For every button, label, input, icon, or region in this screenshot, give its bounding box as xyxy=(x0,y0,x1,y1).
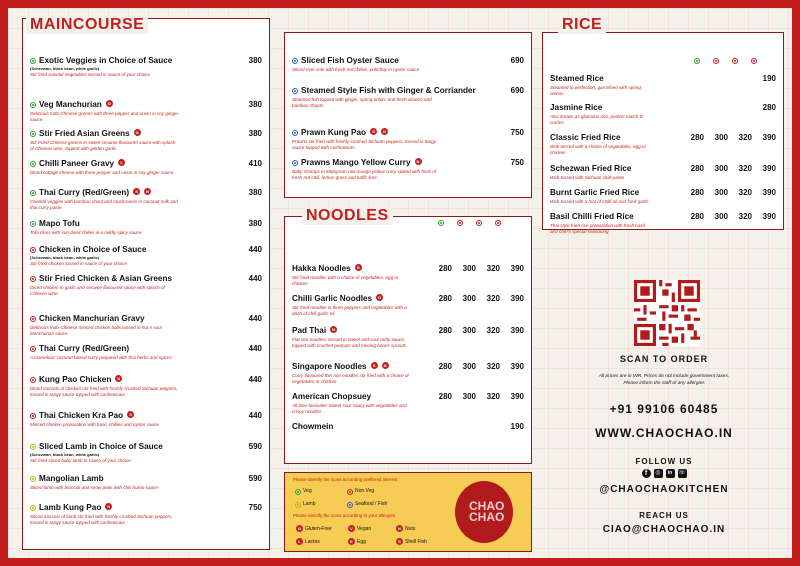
price-value: 300 xyxy=(714,212,728,221)
instagram-icon[interactable]: ◎ xyxy=(655,470,661,476)
menu-page xyxy=(8,8,792,558)
price-value: 320 xyxy=(486,264,500,273)
menu-item xyxy=(292,86,524,108)
linkedin-icon[interactable]: in xyxy=(666,469,675,478)
chicken-icon xyxy=(732,58,738,64)
menu-item xyxy=(30,56,262,78)
price-value: 390 xyxy=(510,294,524,303)
item-prices xyxy=(435,326,524,335)
price-value: 190 xyxy=(762,74,776,83)
item-prices xyxy=(687,164,776,173)
item-name: Lamb Kung Pao xyxy=(39,503,102,512)
item-name: Mangolian Lamb xyxy=(39,474,104,483)
item-name: Prawns Mango Yellow Curry xyxy=(301,158,411,167)
item-price: 440 xyxy=(248,375,262,384)
email-link[interactable]: CIAO@CHAOCHAO.IN xyxy=(602,524,726,535)
item-description: Wok tossed with a hint of chilli oil and fried garlic xyxy=(550,199,649,204)
item-name-row xyxy=(292,56,524,66)
item-name: Burnt Garlic Fried Rice xyxy=(550,188,640,197)
item-name-row xyxy=(30,375,262,385)
nonveg-icon xyxy=(30,247,36,253)
item-name-row xyxy=(30,219,262,229)
legend-interest-title: Please identify the icons according preffered interest xyxy=(293,477,398,482)
chicken-icon xyxy=(476,220,482,226)
egg-icon xyxy=(713,58,719,64)
item-description: Baby shrimps in Malaysian raw mango yellow curry spiked with hints of fresh red chili, lemon grass and kaffir lime xyxy=(292,169,437,180)
fish-icon xyxy=(292,88,298,94)
rice-title: RICE xyxy=(558,16,606,34)
item-price: 750 xyxy=(248,503,262,512)
item-description: Also known as glutinous rice, perfect match to curries xyxy=(550,114,644,125)
item-name-row xyxy=(292,86,524,96)
menu-item xyxy=(30,219,262,236)
item-prices xyxy=(507,422,524,431)
fish-icon xyxy=(347,502,353,508)
item-name: Chowmein xyxy=(292,422,334,431)
item-description: Steamed fish topped with ginger, spring onion, and fresh cilantro and bamboo shoots xyxy=(292,97,432,108)
item-name: Singapore Noodles xyxy=(292,362,367,371)
veg-icon xyxy=(30,58,36,64)
nonveg-icon xyxy=(30,413,36,419)
item-description: Stir Fried Chinese greens in sweet sesame flavoured sauce with splash of Chinese wine, topped with golden garlic xyxy=(30,140,176,151)
legend-egg: Egg xyxy=(357,538,366,545)
item-name-row xyxy=(30,314,262,324)
item-prices xyxy=(435,392,524,401)
price-value: 300 xyxy=(714,188,728,197)
maincourse-title: MAINCOURSE xyxy=(26,16,148,34)
item-price: 750 xyxy=(510,128,524,137)
item-name: American Chopsuey xyxy=(292,392,372,401)
legend-gluten: Gluten-Free xyxy=(305,525,332,532)
nuts-icon: N xyxy=(381,128,388,135)
item-name-row xyxy=(30,56,262,66)
item-price: 380 xyxy=(248,129,262,138)
price-value: 320 xyxy=(738,133,752,142)
menu-item xyxy=(30,442,262,464)
item-name: Thai Chicken Kra Pao xyxy=(39,411,124,420)
item-description: Thai style fried rice preparation with fresh basil and chef's special seasoning xyxy=(550,223,645,234)
qr-code-icon[interactable] xyxy=(634,280,700,346)
item-prices xyxy=(687,188,776,197)
item-name-row xyxy=(30,245,262,255)
item-price: 690 xyxy=(510,56,524,65)
price-value: 190 xyxy=(510,422,524,431)
legend-veg: Veg xyxy=(303,488,312,494)
lactos-icon: L xyxy=(118,159,125,166)
item-name: Basil Chilli Fried Rice xyxy=(550,212,634,221)
nuts-icon: N xyxy=(330,326,337,333)
item-options: (Schezwan, black bean, white garlic) xyxy=(30,255,100,260)
price-value: 300 xyxy=(462,392,476,401)
nonveg-icon xyxy=(30,316,36,322)
item-name: Schezwan Fried Rice xyxy=(550,164,632,173)
legend-box xyxy=(284,472,532,552)
price-value: 280 xyxy=(438,362,452,371)
fish-icon xyxy=(292,58,298,64)
shellfish-icon: S xyxy=(396,538,403,545)
item-name-row xyxy=(292,128,524,138)
price-column-icons xyxy=(694,58,757,64)
legend-nonveg: Non Veg xyxy=(355,488,375,494)
item-description: Diced morsels of chicken stir fried with freshly crushed Sichuan peppers, tossed in tangy sauce topped with cashewnuts xyxy=(30,386,178,397)
item-description: Sliced river sole with fresh red chilies, pokchoy in oyster sauce xyxy=(292,67,420,72)
item-name-row xyxy=(30,129,262,139)
lamb-icon xyxy=(30,444,36,450)
price-value: 280 xyxy=(690,212,704,221)
legend-allergy-title: Please identify the icons according to your allergies xyxy=(293,513,396,518)
item-prices xyxy=(759,74,776,83)
item-price: 380 xyxy=(248,219,262,228)
nuts-icon: N xyxy=(396,525,403,532)
menu-item xyxy=(30,245,262,267)
follow-us: FOLLOW US xyxy=(635,457,693,466)
item-name-row xyxy=(550,74,776,84)
item-price: 440 xyxy=(248,245,262,254)
whatsapp-icon[interactable]: ☏ xyxy=(678,470,686,476)
item-description: Sliced lamb with broccoli and snow peas with chili hoisin sauce xyxy=(30,485,158,490)
lamb-icon xyxy=(30,505,36,511)
item-description: Flat rice noodles, tossed in sweet and sour nutty sauce, topped with crushed peanuts and mooing beans sprouts xyxy=(292,337,407,348)
price-column-icons xyxy=(438,220,501,226)
scan-to-order: SCAN TO ORDER xyxy=(619,354,709,364)
price-value: 280 xyxy=(762,103,776,112)
price-value: 320 xyxy=(738,188,752,197)
menu-item xyxy=(30,274,262,296)
shellfish-icon: S xyxy=(370,128,377,135)
item-description: Steamed to perfection, garnished with spring onions xyxy=(550,85,641,96)
menu-item xyxy=(30,100,262,122)
nonveg-icon xyxy=(347,489,353,495)
item-price: 380 xyxy=(248,56,262,65)
price-value: 390 xyxy=(510,362,524,371)
item-name: Steamed Rice xyxy=(550,74,604,83)
item-name-row xyxy=(30,344,262,354)
item-prices xyxy=(759,103,776,112)
item-description: Delicious Indo-Chinese greens with three pepper and onion in soy ginger sauce xyxy=(30,111,179,122)
menu-item xyxy=(30,503,262,525)
menu-item xyxy=(30,129,262,151)
nuts-icon: N xyxy=(144,188,151,195)
social-handle[interactable]: @CHAOCHAOKITCHEN xyxy=(599,484,729,495)
lamb-icon xyxy=(295,502,301,508)
shellfish-icon: S xyxy=(133,188,140,195)
price-value: 320 xyxy=(486,326,500,335)
price-value: 280 xyxy=(690,164,704,173)
vegan-icon: V xyxy=(348,525,355,532)
menu-item xyxy=(292,392,524,414)
item-options: (Schezwan, black bean, white garlic) xyxy=(30,452,100,457)
fish-icon xyxy=(292,160,298,166)
item-price: 380 xyxy=(248,100,262,109)
price-value: 280 xyxy=(438,294,452,303)
nuts-icon: N xyxy=(382,362,389,369)
item-prices xyxy=(435,264,524,273)
price-value: 280 xyxy=(438,392,452,401)
legend-nuts: Nuts xyxy=(405,525,416,532)
item-name-row xyxy=(30,503,262,513)
facebook-icon[interactable]: f xyxy=(642,469,651,478)
price-value: 390 xyxy=(762,133,776,142)
nonveg-icon xyxy=(30,377,36,383)
price-value: 390 xyxy=(510,326,524,335)
price-value: 300 xyxy=(714,133,728,142)
item-options: (Schezwan, black bean, white garlic) xyxy=(30,66,100,71)
shellfish-icon: S xyxy=(371,362,378,369)
shellfish-icon: S xyxy=(127,411,134,418)
item-prices xyxy=(435,294,524,303)
price-value: 320 xyxy=(738,164,752,173)
legend-fish: Seafood / Fish xyxy=(355,501,388,507)
item-description: Wok tossed with a choice of vegetables, egg or chicken xyxy=(550,144,647,155)
item-name: Stir Fried Asian Greens xyxy=(39,129,130,138)
menu-item xyxy=(550,188,776,205)
fish-icon xyxy=(292,130,298,136)
veg-icon xyxy=(30,102,36,108)
gluten-free-icon: G xyxy=(356,265,360,270)
item-description: Delicious Indo-Chinese minced chicken balls tossed in hot n sour Manchurian sauce xyxy=(30,325,163,336)
price-value: 390 xyxy=(762,212,776,221)
item-name: Chicken in Choice of Sauce xyxy=(39,245,147,254)
prawn-icon xyxy=(751,58,757,64)
phone-number[interactable]: +91 99106 60485 xyxy=(609,402,719,416)
menu-item xyxy=(30,159,262,176)
veg-icon xyxy=(30,131,36,137)
veg-icon xyxy=(30,161,36,167)
item-price: 690 xyxy=(510,86,524,95)
item-description: Stir fried noodles with a choice of vegetables, egg or chicken xyxy=(292,275,399,286)
item-price: 440 xyxy=(248,411,262,420)
item-price: 590 xyxy=(248,474,262,483)
nuts-icon: N xyxy=(105,503,112,510)
website-link[interactable]: WWW.CHAOCHAO.IN xyxy=(595,426,733,440)
item-description: All time favourite! Sweet sour saucy with vegetables and crispy noodles xyxy=(292,403,407,414)
nonveg-icon xyxy=(30,346,36,352)
item-name-row xyxy=(30,274,262,284)
item-price: 590 xyxy=(248,442,262,451)
price-value: 300 xyxy=(462,264,476,273)
price-value: 300 xyxy=(714,164,728,173)
lamb-icon xyxy=(30,476,36,482)
item-price: 440 xyxy=(248,344,262,353)
item-description: Stir fried oriental vegetables tossed in sauce of your choice xyxy=(30,72,151,77)
item-prices xyxy=(687,133,776,142)
price-value: 390 xyxy=(762,188,776,197)
item-name-row xyxy=(550,103,776,113)
allergy-note: Please inform the staff of any allergies xyxy=(623,381,705,386)
item-description: Oriental veggies with bamboo shoot and mushrooms in coconut milk and thai curry paste xyxy=(30,199,178,210)
legend-lamb: Lamb xyxy=(303,501,316,507)
veg-icon xyxy=(694,58,700,64)
veg-icon xyxy=(30,221,36,227)
price-value: 390 xyxy=(510,392,524,401)
menu-item xyxy=(292,158,524,180)
price-value: 390 xyxy=(762,164,776,173)
price-note: All prices are in INR. Prices do not include government taxes. xyxy=(598,374,730,379)
menu-item xyxy=(550,212,776,234)
item-name: Hakka Noodles xyxy=(292,264,351,273)
item-price: 440 xyxy=(248,274,262,283)
item-name-row xyxy=(30,411,262,421)
item-name: Stir Fried Chicken & Asian Greens xyxy=(39,274,173,283)
item-name: Sliced Fish Oyster Sauce xyxy=(301,56,399,65)
price-value: 280 xyxy=(690,133,704,142)
price-value: 320 xyxy=(486,362,500,371)
item-prices xyxy=(435,362,524,371)
price-value: 300 xyxy=(462,326,476,335)
item-name-row xyxy=(292,158,524,168)
menu-item xyxy=(292,264,524,286)
item-price: 750 xyxy=(510,158,524,167)
item-description: Tofu dices with sun dried chilies in a mildly spicy sauce xyxy=(30,230,142,235)
item-name-row xyxy=(30,442,262,452)
item-description: Wok tossed with Sichuan chilli paste xyxy=(550,175,625,180)
item-description: A marvelous coconut based curry prepared with thai herbs and spices xyxy=(30,355,172,360)
item-name: Exotic Veggies in Choice of Sauce xyxy=(39,56,173,65)
menu-item xyxy=(292,362,524,384)
item-name: Steamed Style Fish with Ginger & Corriander xyxy=(301,86,476,95)
menu-item xyxy=(30,314,262,336)
item-description: Stir fried chicken tossed in sauce of your choice xyxy=(30,261,128,266)
menu-item xyxy=(292,56,524,73)
item-price: 380 xyxy=(248,188,262,197)
egg-icon xyxy=(457,220,463,226)
nuts-icon: N xyxy=(115,375,122,382)
price-value: 280 xyxy=(438,326,452,335)
price-value: 320 xyxy=(738,212,752,221)
menu-item xyxy=(30,411,262,428)
price-value: 280 xyxy=(438,264,452,273)
item-name: Kung Pao Chicken xyxy=(39,375,112,384)
item-name-row xyxy=(30,159,262,169)
gluten-free-icon: G xyxy=(107,101,111,106)
item-name: Chicken Manchurian Gravy xyxy=(39,314,145,323)
item-name: Thai Curry (Red/Green) xyxy=(39,188,130,197)
legend-lactos: Lactos xyxy=(305,538,320,545)
menu-item xyxy=(292,128,524,150)
item-layer xyxy=(542,32,784,234)
veg-icon xyxy=(30,190,36,196)
item-description: Sliced morsels of lamb stir fried with freshly crushed Sichuan peppers, tossed in tangy sauce topped with cashewnuts xyxy=(30,514,173,525)
menu-item xyxy=(292,326,524,348)
item-description: Diced cottage cheese with three pepper and onion in soy ginger sauce xyxy=(30,170,174,175)
item-name-row xyxy=(30,100,262,110)
item-description: Stir fried sliced baby lamb in sauce of your choice xyxy=(30,458,131,463)
item-name: Prawn Kung Pao xyxy=(301,128,367,137)
price-value: 300 xyxy=(462,294,476,303)
gluten-free-icon: G xyxy=(297,526,302,531)
item-name-row xyxy=(30,474,262,484)
item-description: Diced chicken in garlic and sesame flavoured sauce with splash of Chinese wine xyxy=(30,285,165,296)
item-price: 440 xyxy=(248,314,262,323)
menu-item xyxy=(550,103,776,125)
item-description: Stir fried noodles in three peppers and vegetables with a dash of chili garlic oil xyxy=(292,305,407,316)
item-name: Classic Fried Rice xyxy=(550,133,621,142)
price-value: 280 xyxy=(690,188,704,197)
item-description: Prawns stir fried with freshly crushed Sichuan peppers, tossed in tangy sauce topped with cashewnuts xyxy=(292,139,437,150)
item-name: Veg Manchurian xyxy=(39,100,102,109)
item-description: Curry flavoured thin rice noodles stir fried with a choice of vegetables or chicken xyxy=(292,373,409,384)
price-value: 320 xyxy=(486,392,500,401)
item-layer xyxy=(284,32,532,198)
item-layer xyxy=(22,18,270,550)
price-value: 390 xyxy=(510,264,524,273)
item-name: Chilli Garlic Noodles xyxy=(292,294,373,303)
noodles-title: NOODLES xyxy=(302,207,393,225)
menu-item xyxy=(292,422,524,432)
egg-icon: E xyxy=(348,538,355,545)
item-name: Chilli Paneer Gravy xyxy=(39,159,115,168)
lactos-icon: L xyxy=(296,538,303,545)
price-value: 320 xyxy=(486,294,500,303)
gluten-free-icon: G xyxy=(378,295,382,300)
menu-item xyxy=(550,133,776,155)
item-prices xyxy=(687,212,776,221)
item-name: Mapo Tofu xyxy=(39,219,80,228)
veg-icon xyxy=(295,489,301,495)
chao-chao-seal-logo: CHAO CHAO xyxy=(455,481,513,543)
item-name-row xyxy=(30,188,262,198)
menu-item xyxy=(550,74,776,96)
menu-item xyxy=(30,188,262,210)
nonveg-icon xyxy=(30,276,36,282)
item-name: Pad Thai xyxy=(292,326,327,335)
reach-us: REACH US xyxy=(639,511,689,520)
item-layer xyxy=(284,216,532,464)
item-description: Minced chicken preparation with basil, chillies and oyster sauce xyxy=(30,422,159,427)
legend-vegan: Vegan xyxy=(357,525,372,532)
gluten-free-icon: G xyxy=(135,130,139,135)
veg-icon xyxy=(438,220,444,226)
menu-item xyxy=(30,344,262,361)
item-name: Sliced Lamb in Choice of Sauce xyxy=(39,442,163,451)
menu-item xyxy=(550,164,776,181)
item-name: Jasmine Rice xyxy=(550,103,603,112)
social-icons xyxy=(546,469,782,478)
nuts-icon: N xyxy=(415,158,422,165)
price-value: 300 xyxy=(462,362,476,371)
item-price: 410 xyxy=(248,159,262,168)
item-name-row xyxy=(292,422,524,432)
legend-shellfish: Shell Fish xyxy=(405,538,427,545)
menu-item xyxy=(30,474,262,491)
menu-item xyxy=(30,375,262,397)
menu-item xyxy=(292,294,524,316)
prawn-icon xyxy=(495,220,501,226)
item-name: Thai Curry (Red/Green) xyxy=(39,344,130,353)
